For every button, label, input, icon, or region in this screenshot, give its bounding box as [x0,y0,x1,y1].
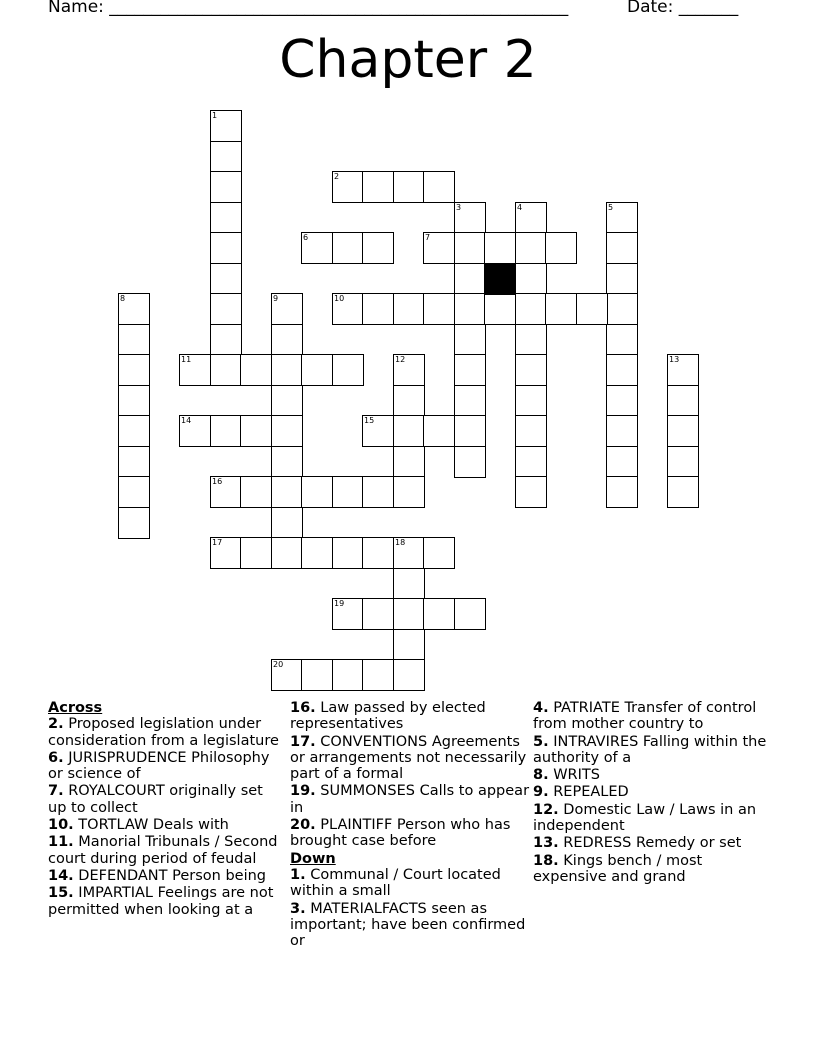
cell-number: 9 [273,294,279,303]
grid-cell[interactable] [271,537,303,569]
grid-cell[interactable] [240,476,272,508]
grid-cell[interactable] [301,659,333,691]
clue-text: Proposed legislation under consideration from a legislature [48,716,279,749]
grid-cell[interactable] [210,110,242,142]
grid-cell[interactable] [606,232,638,264]
grid-cell[interactable] [606,202,638,234]
clue-item [290,734,530,783]
cell-number: 4 [517,203,523,212]
clue-item [48,817,284,833]
cell-number: 19 [334,599,345,608]
cell-number: 2 [334,172,340,181]
grid-cell[interactable] [118,293,150,325]
grid-cell[interactable] [271,415,303,447]
across-heading: Across [48,700,103,716]
clue-text: PATRIATE Transfer of control from mother country to [533,700,757,733]
clue-text: REPEALED [553,784,629,801]
clue-text: DEFENDANT Person being [78,867,266,884]
grid-cell[interactable] [606,293,638,325]
grid-cell[interactable] [454,324,486,356]
grid-cell[interactable] [515,446,547,478]
grid-cell[interactable] [393,171,425,203]
cell-number: 13 [669,355,680,364]
clue-number: 17. [290,733,316,750]
name-field[interactable]: Name: ______________________________________________________ [48,0,569,17]
cell-number: 18 [395,538,406,547]
clue-text: Kings bench / most expensive and grand [533,852,703,885]
grid-cell[interactable] [301,537,333,569]
grid-cell[interactable] [606,476,638,508]
clue-item [533,835,773,851]
clue-item [48,868,284,884]
cell-number: 17 [212,538,223,547]
clue-number: 18. [533,852,559,869]
grid-cell[interactable] [271,293,303,325]
grid-cell[interactable] [210,232,242,264]
cell-number: 11 [181,355,192,364]
grid-cell[interactable] [393,293,425,325]
cell-number: 10 [334,294,345,303]
grid-cell[interactable] [484,293,516,325]
grid-cell[interactable] [393,568,425,600]
clue-item [533,767,773,783]
clue-text: WRITS [553,767,600,784]
grid-cell[interactable] [454,263,486,295]
grid-cell[interactable] [515,385,547,417]
grid-cell[interactable] [667,446,699,478]
clue-text: Domestic Law / Laws in an independent [533,801,757,835]
clue-number: 15. [48,885,74,902]
grid-cell[interactable] [454,202,486,234]
grid-cell[interactable] [240,354,272,386]
grid-cell[interactable] [606,415,638,447]
clue-item [48,885,284,918]
grid-cell[interactable] [667,415,699,447]
grid-cell[interactable] [271,659,303,691]
grid-cell[interactable] [362,659,394,691]
grid-cell[interactable] [332,171,364,203]
grid-cell[interactable] [515,263,547,295]
grid-cell[interactable] [606,263,638,295]
clue-number: 19. [290,783,316,800]
clue-text: PLAINTIFF Person who has brought case before [290,817,511,850]
clue-text: Law passed by elected representatives [290,700,486,733]
grid-cell[interactable] [271,507,303,539]
cell-number: 1 [212,111,218,120]
grid-cell[interactable] [118,385,150,417]
grid-cell[interactable] [454,385,486,417]
grid-cell[interactable] [423,293,455,325]
grid-cell[interactable] [332,476,364,508]
clue-number: 6. [48,749,64,766]
grid-cell[interactable] [118,324,150,356]
clue-item [48,783,284,816]
grid-cell[interactable] [362,476,394,508]
grid-cell[interactable] [606,354,638,386]
grid-cell[interactable] [393,598,425,630]
grid-cell[interactable] [210,141,242,173]
grid-cell[interactable] [210,202,242,234]
grid-cell[interactable] [454,598,486,630]
clue-number: 4. [533,700,549,716]
grid-cell[interactable] [667,354,699,386]
grid-cell[interactable] [118,415,150,447]
grid-cell[interactable] [271,385,303,417]
grid-cell[interactable] [301,232,333,264]
grid-cell[interactable] [179,415,211,447]
clue-item [533,784,773,800]
clue-number: 7. [48,783,64,800]
grid-cell[interactable] [332,598,364,630]
clue-number: 3. [290,900,306,917]
grid-cell[interactable] [362,293,394,325]
grid-cell[interactable] [515,415,547,447]
clue-item [290,700,530,733]
grid-cell[interactable] [118,507,150,539]
clue-item [533,734,773,767]
grid-cell[interactable] [210,171,242,203]
clue-text: JURISPRUDENCE Philosophy or science of [48,749,270,783]
grid-cell[interactable] [515,232,547,264]
grid-cell[interactable] [606,324,638,356]
clues-column-3 [533,700,773,886]
grid-cell[interactable] [667,476,699,508]
clue-text: Manorial Tribunals / Second court during period of feudal [48,834,278,867]
grid-cell[interactable] [210,354,242,386]
grid-cell[interactable] [515,293,547,325]
grid-cell[interactable] [545,293,577,325]
clue-text: ROYALCOURT originally set up to collect [48,783,263,816]
cell-number: 3 [456,203,462,212]
clue-item [290,783,530,816]
clue-text: Communal / Court located within a small [290,866,501,900]
clue-number: 14. [48,867,74,884]
clue-text: CONVENTIONS Agreements or arrangements not necessarily part of a formal [290,733,527,783]
clue-number: 9. [533,784,549,801]
grid-cell[interactable] [515,202,547,234]
grid-cell[interactable] [240,415,272,447]
grid-cell[interactable] [454,354,486,386]
clue-item [533,802,773,835]
grid-cell[interactable] [545,232,577,264]
grid-cell[interactable] [515,476,547,508]
clue-number: 12. [533,801,559,818]
grid-cell[interactable] [210,415,242,447]
cell-number: 16 [212,477,223,486]
grid-cell[interactable] [484,232,516,264]
grid-cell[interactable] [118,476,150,508]
clue-item [48,750,284,783]
grid-cell[interactable] [393,537,425,569]
cell-number: 15 [364,416,375,425]
clue-number: 11. [48,834,74,851]
clue-item [48,716,284,749]
grid-cell[interactable] [667,385,699,417]
grid-cell[interactable] [454,232,486,264]
grid-cell[interactable] [423,598,455,630]
grid-cell[interactable] [423,415,455,447]
grid-cell[interactable] [332,354,364,386]
grid-cell[interactable] [332,232,364,264]
clues-column-1 [48,700,284,919]
grid-cell[interactable] [393,446,425,478]
grid-cell[interactable] [210,476,242,508]
grid-cell[interactable] [271,476,303,508]
grid-cell[interactable] [454,415,486,447]
grid-cell[interactable] [515,324,547,356]
grid-cell[interactable] [362,415,394,447]
clue-item [290,901,530,950]
cell-number: 14 [181,416,192,425]
grid-cell[interactable] [362,598,394,630]
clue-item [290,867,530,900]
clues-column-2 [290,700,530,950]
clue-item [48,834,284,867]
date-field[interactable]: Date: _______ [627,0,739,17]
down-heading: Down [290,850,336,867]
grid-cell[interactable] [362,232,394,264]
clue-text: IMPARTIAL Feelings are not permitted when looking at a [48,885,274,918]
grid-cell[interactable] [118,446,150,478]
grid-cell[interactable] [393,629,425,661]
clue-number: 1. [290,866,306,883]
grid-cell[interactable] [362,171,394,203]
grid-cell[interactable] [393,659,425,691]
grid-cell[interactable] [393,354,425,386]
grid-cell[interactable] [393,415,425,447]
grid-cell[interactable] [515,354,547,386]
grid-cell[interactable] [454,293,486,325]
grid-cell[interactable] [454,446,486,478]
grid-cell[interactable] [301,354,333,386]
grid-cell[interactable] [362,537,394,569]
grid-cell[interactable] [606,385,638,417]
clue-text: INTRAVIRES Falling within the authority of a [533,733,767,766]
grid-cell[interactable] [606,446,638,478]
grid-cell[interactable] [301,476,333,508]
clue-text: MATERIALFACTS seen as important; have been confirmed or [290,900,526,950]
clue-text: REDRESS Remedy or set [563,835,742,852]
grid-cell[interactable] [271,446,303,478]
grid-cell[interactable] [210,537,242,569]
grid-cell[interactable] [393,476,425,508]
grid-cell[interactable] [576,293,608,325]
cell-number: 5 [608,203,614,212]
cell-number: 6 [303,233,309,242]
page-title: Chapter 2 [279,30,537,90]
grid-cell[interactable] [332,659,364,691]
grid-block [484,263,516,295]
grid-cell[interactable] [423,171,455,203]
grid-cell[interactable] [271,324,303,356]
clue-text: TORTLAW Deals with [78,817,229,834]
clue-number: 16. [290,700,316,716]
clue-number: 20. [290,817,316,834]
cell-number: 7 [425,233,431,242]
cell-number: 8 [120,294,126,303]
grid-cell[interactable] [271,354,303,386]
grid-cell[interactable] [240,537,272,569]
grid-cell[interactable] [332,537,364,569]
grid-cell[interactable] [423,232,455,264]
clue-number: 8. [533,767,549,784]
clue-number: 10. [48,817,74,834]
clue-number: 2. [48,716,64,733]
grid-cell[interactable] [118,354,150,386]
grid-cell[interactable] [332,293,364,325]
grid-cell[interactable] [393,385,425,417]
clue-text: SUMMONSES Calls to appear in [290,783,530,816]
grid-cell[interactable] [210,263,242,295]
clue-item [533,853,773,886]
grid-cell[interactable] [210,293,242,325]
clue-item [290,817,530,850]
clue-item [533,700,773,733]
cell-number: 20 [273,660,284,669]
grid-cell[interactable] [423,537,455,569]
grid-cell[interactable] [210,324,242,356]
clue-number: 13. [533,835,559,852]
grid-cell[interactable] [179,354,211,386]
cell-number: 12 [395,355,406,364]
clue-number: 5. [533,733,549,750]
